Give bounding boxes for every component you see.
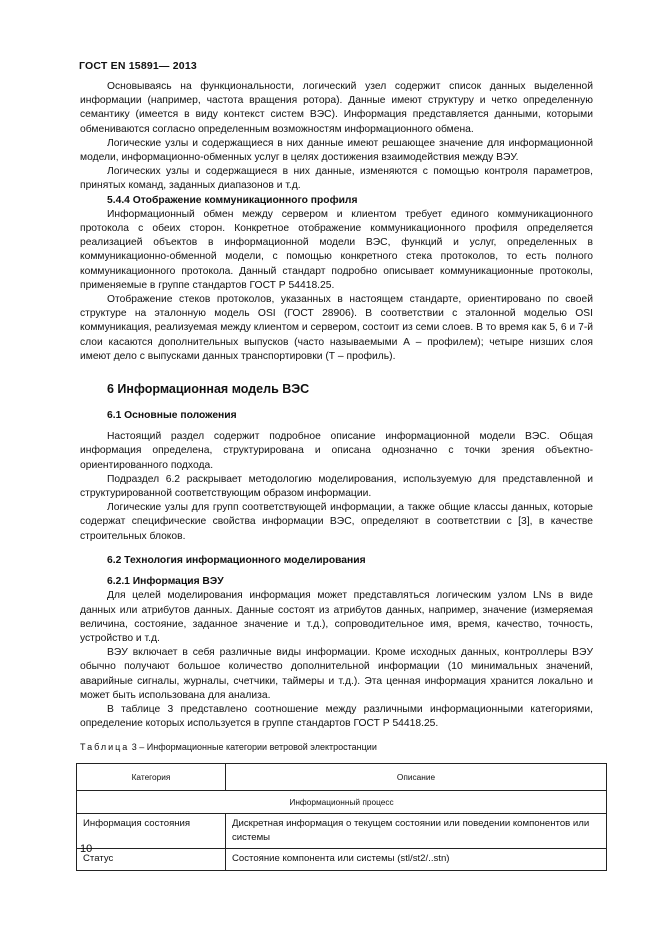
paragraph: Информационный обмен между сервером и клиентом требует единого коммуникационного протокола с обеих сторон. Конкретное отображение коммуникационного профиля определяется реализацией объектов в информационной модели ВЭС, функций и услуг, определенных в коммуникационно-обменной модели, с помощью конкретного стека протоколов, то есть полного коммуникационного протокола. Данный стандарт подробно описывает коммуникационные протоколы, применяемые в группе стандартов ГОСТ Р 54418.25. (80, 208, 593, 291)
section-heading-6: 6 Информационная модель ВЭС (107, 382, 310, 397)
paragraph: Подраздел 6.2 раскрывает методологию моделирования, используемую для представленной и структурированной соответствующим образом информации. (80, 473, 593, 500)
page-number: 10 (80, 843, 93, 855)
table-row (77, 813, 607, 848)
paragraph: Логические узлы для групп соответствующей информации, а также общие классы данных, которые содержат специфические свойства информации ВЭС, определяют в соответствии с [3], в качестве строительных блоков. (80, 502, 593, 542)
paragraph: В таблице 3 представлено соотношение между различными информационными категориями, определение которых используется в группе стандартов ГОСТ Р 54418.25. (80, 703, 593, 730)
table-caption (80, 740, 593, 754)
column-header-category: Категория (77, 763, 226, 790)
paragraph: Для целей моделирования информация может представляться логическим узлом LNs в виде данных или атрибутов данных. Данные состоят из атрибутов данных, например, значение (измеряемая величина, состояние, заданное значение и т.д.), сопроводительное имя, время, качество, точность, устройство и т.д. (80, 590, 593, 644)
table-group-row (77, 790, 607, 813)
paragraph: Отображение стеков протоколов, указанных в настоящем стандарте, ориентировано по своей структуре на эталонную модель OSI (ГОСТ 28906). В соответствии с эталонной моделью OSI коммуникация, реализуемая между клиентом и сервером, состоит из семи слоев. В то время как 5, 6 и 7-й слои касаются дополнительных выпусков (часто называемыми А – профилем); четыре низших слоя имеют дело с выпусками данных транспортировки (Т – профиль). (80, 294, 593, 362)
paragraph: Настоящий раздел содержит подробное описание информационной модели ВЭС. Общая информация определена, структурирована и описана однозначно с точки зрения объектно-ориентированного подхода. (80, 431, 593, 471)
table-header-row (77, 763, 607, 790)
group-label: Информационный процесс (77, 790, 607, 813)
subsection-heading-6-2: 6.2 Технология информационного моделирования (107, 554, 366, 566)
document-header: ГОСТ EN 15891— 2013 (79, 60, 197, 72)
cell-description: Состояние компонента или системы (stl/st2/..stn) (226, 849, 607, 870)
subsection-heading-6-2-1: 6.2.1 Информация ВЭУ (107, 576, 224, 588)
subsection-heading-6-1: 6.1 Основные положения (107, 410, 237, 422)
subsection-heading-5-4-4: 5.4.4 Отображение коммуникационного профиля (107, 194, 358, 206)
cell-category: Информация состояния (77, 813, 226, 848)
table-caption-text: 3 – Информационные категории ветровой электростанции (129, 742, 377, 753)
cell-description: Дискретная информация о текущем состоянии или поведении компонентов или системы (226, 813, 607, 848)
paragraph: Логические узлы и содержащиеся в них данные имеют решающее значение для информационной модели, информационно-обменных услуг в целях достижения взаимодействия между ВЭУ. (80, 137, 593, 164)
table-caption-prefix: Таблица (80, 742, 130, 753)
document-body (80, 80, 593, 871)
column-header-description: Описание (226, 763, 607, 790)
paragraph: Логических узлы и содержащиеся в них данные, изменяются с помощью контроля параметров, принятых команд, заданных диапазонов и т.д. (80, 166, 593, 192)
info-categories-table (76, 763, 607, 871)
paragraph: ВЭУ включает в себя различные виды информации. Кроме исходных данных, контроллеры ВЭУ обычно получают большое количество дополнительной информации (10 минимальных значений, аварийные сигналы, журналы, счетчики, таймеры и т.д.). Эта ценная информация хранится локально и может быть использована для анализа. (80, 647, 593, 701)
cell-category: Статус (77, 849, 226, 870)
paragraph: Основываясь на функциональности, логический узел содержит список данных выделенной информации (например, частота вращения ротора). Данные имеют структуру и четко определенную семантику (имеется в виду контекст систем ВЭС). Информация представляется данными, которыми обмениваются согласно определенным возможностям информационного обмена. (80, 81, 593, 135)
table-row (77, 849, 607, 870)
